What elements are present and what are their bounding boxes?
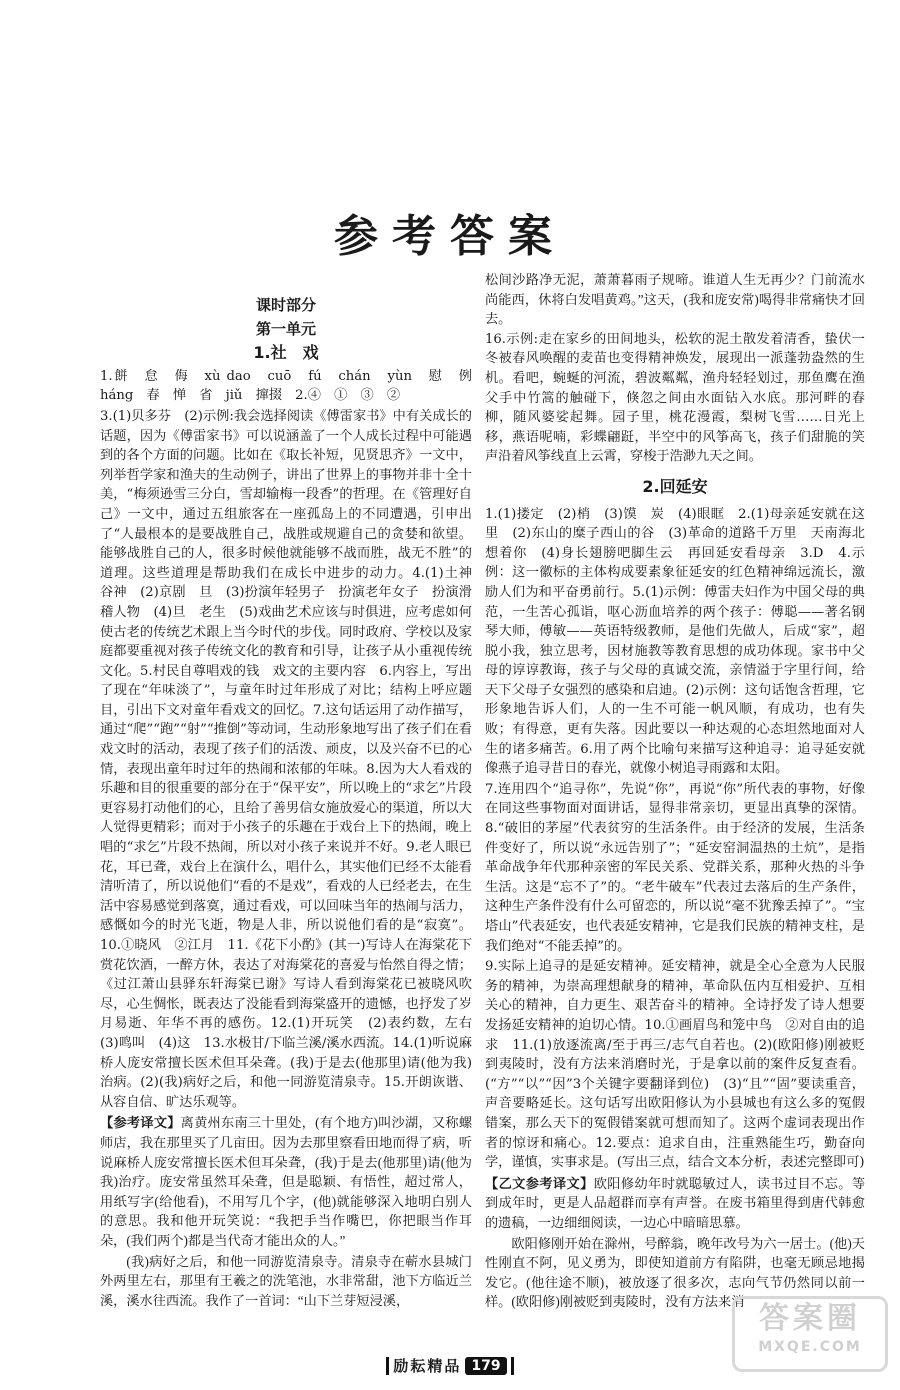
- translation-paragraph: (我)病好之后，和他一同游览清泉寺。清泉寺在蕲水县城门外两里左右，那里有王羲之的洗笔池，水非常甜，池下方临近兰溪，溪水往西流。我作了一首词：“山下兰芽短浸溪，: [100, 1253, 472, 1308]
- translation-text: 欧阳修幼年时就聪敏过人，读书过目不忘。等到成年时，更是人品超群而享有声誉。在废书箱里得到唐代韩愈的遗稿，一边细细阅读，一边心中暗暗思慕。: [485, 1175, 866, 1230]
- unit-heading: 第一单元: [255, 319, 316, 338]
- watermark-main: 答案圈: [759, 1301, 861, 1336]
- answer-paragraph: 1.餅 怠 侮 xù dao cuō fú chán yùn 慰 例 háng 春 惮 省 jiǔ 撺掇 2.④ ① ③ ②: [100, 368, 486, 404]
- left-column: [100, 292, 486, 1311]
- footer-brand: 励耘精品: [393, 1357, 462, 1375]
- watermark-logo: [732, 1296, 888, 1372]
- translation-paragraph: [485, 1174, 865, 1233]
- lesson-heading: 1.社 戏: [253, 343, 319, 363]
- translation-paragraph: 松间沙路净无泥，萧萧暮雨子规啼。谁道人生无再少？门前流水尚能西，休将白发唱黄鸡。”这天，(我和庞安常)喝得非常痛快才回去。: [485, 272, 865, 327]
- translation-label: 【乙文参考译文】: [485, 1175, 594, 1191]
- section-heading: 课时部分: [255, 296, 316, 314]
- translation-text: 离黄州东南三十里处，(有个地方)叫沙湖，又称螺师店，我在那里买了几亩田。因为去那里察看田地而得了病，听说麻桥人庞安常擅长医术但耳朵聋，(我)于是去(他那里)请(他为我)治疗。庞安常虽然耳朵聋，但是聪颖、有悟性，超过常人，用纸写字(给他看)，不用写几个字，(他)就能够深入地明白别人的意思。我和他开玩笑说：“我把手当作嘴巴，你把眼当作耳朵，(我们两个)都是当代奇才能出众的人。”: [100, 1115, 473, 1248]
- page-number: 179: [465, 1357, 506, 1375]
- right-column: [485, 270, 865, 1313]
- translation-paragraph: [100, 1113, 472, 1250]
- answer-paragraph: 3.(1)贝多芬 (2)示例:我会选择阅读《傅雷家书》中有关成长的话题，因为《傅雷家书》可以说涵盖了一个人成长过程中可能遇到的各个方面的问题。比如在《取长补短，见贤思齐》一文中，列举哲学家和渔夫的生动例子，讲出了世界上的事物并非十全十美，“梅须逊雪三分白，雪却输梅一段香”的哲理。在《管理好自己》一文中，通过五组旅客在一座孤岛上的不同遭遇，引申出了“人最根本的是要战胜自己，战胜或规避自己的贪婪和欲望。能够战胜自己的人，很多时候他就能够不战而胜，战无不胜”的道理。这些道理是帮助我们在成长中进步的动力。4.(1)土神 谷神 (2)京剧 旦 (3)扮演年轻男子 扮演老年女子 扮演滑稽人物 (4)旦 老生 (5)戏曲艺术应该与时俱进，应考虑如何使古老的传统艺术跟上当今时代的步伐。同时政府、学校以及家庭都要重视对孩子传统文化的教育和引导，让孩子从小重视传统文化。5.村民自尊唱戏的钱 戏文的主要内容 6.内容上，写出了现在“年味淡了”，与童年时过年形成了对比；结构上呼应题目，引出下文对童年看戏文的回忆。7.这句话运用了动作描写，通过“爬”“跑”“射”“推倒”等动词，生动形象地写出了孩子们在看戏文时的活动，表现了孩子们的活泼、顽皮，以及兴奋不已的心情，表现出童年时过年的热闹和浓郁的年味。8.因为大人看戏的乐趣和目的很重要的部分在于“保平安”，所以晚上的“求乞”片段更容易打动他们的心，且给了善男信女施放爱心的渠道，所以大人觉得更精彩；而对于小孩子的乐趣在于戏台上下的热闹，晚上唱的“求乞”片段不热闹，所以对小孩子来说并不好。9.老人眼已花，耳已聋，戏台上在演什么，唱什么，其实他们已经不太能看清听清了，所以说他们“看的不是戏”，看戏的人已经老去，在生活中容易感觉到落寞，通过看戏，可以回味当年的热闹与活力，感慨如今的时光飞逝，物是人非，所以说他们看的是“寂寞”。10.①晓风 ②江月 11.《花下小酌》(其一)写诗人在海棠花下赏花饮酒，一醉方休，表达了对海棠花的喜爱与怡然自得之情；《过江萧山县驿东轩海棠已谢》写诗人看到海棠花已被晓风吹尽，心生惆怅，既表达了没能看到海棠盛开的遗憾，也抒发了岁月易逝、年华不再的感伤。12.(1)开玩笑 (2)表约数，左右 (3)鸣叫 (4)这 13.水极甘/下临兰溪/溪水西流。14.(1)听说麻桥人庞安常擅长医术但耳朵聋。(我)于是去(他那里)请(他为我)治病。(2)(我)病好之后，和他一同游览清泉寺。15.开朗诙谐、从容自信、旷达乐观等。: [100, 408, 486, 1110]
- footer-bar-left: [386, 1357, 389, 1375]
- lesson-heading: 2.回延安: [642, 476, 708, 496]
- translation-label: 【参考译文】: [100, 1115, 181, 1131]
- page-title: 参考答案: [334, 211, 566, 262]
- answer-paragraph: 7.连用四个“追寻你”，先说“你”，再说“你”所代表的事物，好像在同这些事物面对面讲话，显得非常亲切，更显出真挚的深情。8.“破旧的茅屋”代表贫穷的生活条件。由于经济的发展，生活条件变好了，所以说“永远告别了”；“延安窑洞温热的土炕”，是指革命战争年代那种亲密的军民关系、党群关系，那种火热的斗争生活。这是“忘不了”的。“老牛破车”代表过去落后的生产条件，这种生产条件没有什么可留恋的，所以说“毫不犹豫丢掉了”。“宝塔山”代表延安，也代表延安精神，它是我们民族的精神支柱，是我们绝对“不能丢掉”的。: [485, 781, 865, 954]
- answer-paragraph: 9.实际上追寻的是延安精神。延安精神，就是全心全意为人民服务的精神，为崇高理想献身的精神，革命队伍内互相爱护、互相关心的精神，自力更生、艰苦奋斗的精神。全诗抒发了诗人想要发扬延安精神的迫切心情。10.①画眉鸟和笼中鸟 ②对自由的追求 11.(1)放逐流离/至于再三/志气自若也。(2)(欧阳修)刚被贬到夷陵时，没有方法来消磨时光，于是拿以前的案件反复查看。(“方”“以”“因”3个关键字要翻译到位) (3)“且”“固”要读重音，声音要略延长。这句话写出欧阳修认为小县城也有这么多的冤假错案，那么天下的冤假错案就可想而知了。这两个虚词表现出作者的惊讶和痛心。12.要点：追求自由，注重熟能生巧，勤奋向学，谨慎，实事求是。(写出三点，结合文本分析，表述完整即可): [485, 959, 865, 1171]
- answer-paragraph: 1.(1)搂定 (2)梢 (3)馍 炭 (4)眼眶 2.(1)母亲延安就在这里 (2)东山的糜子西山的谷 (3)革命的道路千万里 天南海北想着你 (4)身长翅膀吧脚生云 再回延安看母亲 3.D 4.示例：这一徽标的主体构成要素象征延安的红色精神绵远流长，激励人们为和平奋勇前行。5.(1)示例：傅雷夫妇作为中国父母的典范，一生苦心孤诣，呕心沥血培养的两个孩子：傅聪——著名钢琴大师，傅敏——英语特级教师，是他们先做人，后成“家”，超脱小我，独立思考，因材施教等教育思想的成功体现。家书中父母的谆谆教诲，孩子与父母的真诚交流，亲情溢于字里行间，给天下父母子女强烈的感染和启迪。(2)示例：这句话饱含哲理，它形象地告诉人们，人的一生不可能一帆风顺，有成功，也有失败；有得意，更有失落。因此要以一种达观的心态坦然地面对人生的诸多痛苦。6.用了两个比喻句来描写这种追寻：追寻延安就像燕子追寻昔日的春光，就像小树追寻雨露和太阳。: [485, 506, 865, 777]
- answer-paragraph: 16.示例:走在家乡的田间地头，松软的泥土散发着清香，蛰伏一冬被春风唤醒的麦苗也变得精神焕发，展现出一派蓬勃盎然的生机。看吧，蜿蜒的河流，碧波粼粼，渔舟轻轻划过，那鱼鹰在渔父手中竹篙的触碰下，倏忽之间由水面钻入水底。那河畔的春柳，随风婆娑起舞。园子里，桃花漫霞，梨树飞雪……日光上移，燕语呢喃，彩蝶翩跹，半空中的风筝高飞，孩子们甜脆的笑声沿着风筝线直上云霄，穿梭于浩渺九天之间。: [485, 331, 865, 465]
- translation-paragraph: 欧阳修刚开始在滁州，号醉翁，晚年改号为六一居士。(他)天性刚直不阿，见义勇为，即使知道前方有陷阱，也毫无顾忌地揭发它。(他往途不顺)，被放逐了很多次，志向气节仍然同以前一样。(欧阳修)刚被贬到夷陵时，没有方法来消: [485, 1235, 865, 1310]
- footer-bar-right: [511, 1357, 514, 1375]
- watermark-sub: MXQE.COM: [758, 1339, 862, 1355]
